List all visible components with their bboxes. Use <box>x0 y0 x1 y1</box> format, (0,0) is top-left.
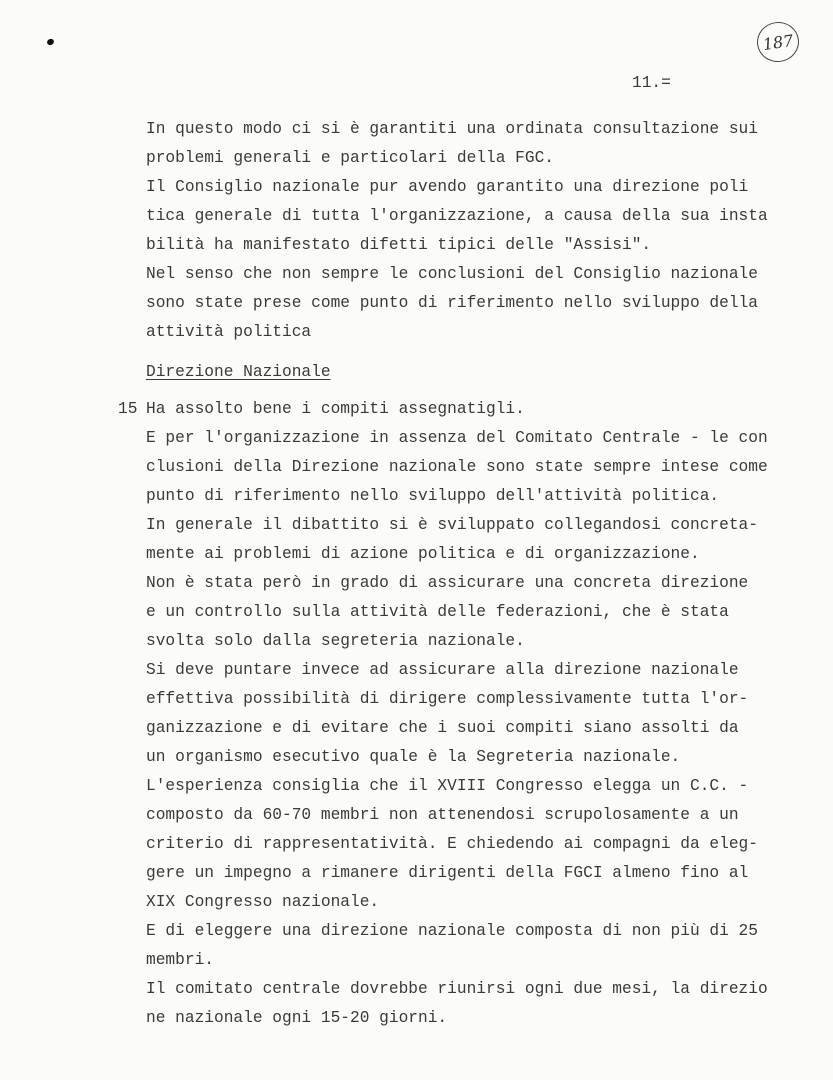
text-line: e un controllo sulla attività delle federazioni, che è stata <box>146 603 729 621</box>
text-line: Il Consiglio nazionale pur avendo garantito una direzione poli <box>146 178 749 196</box>
margin-number: 15 <box>118 400 138 418</box>
text-line: Il comitato centrale dovrebbe riunirsi ogni due mesi, la direzio <box>146 980 768 998</box>
text-line: E per l'organizzazione in assenza del Comitato Centrale - le con <box>146 429 768 447</box>
text-line: XIX Congresso nazionale. <box>146 893 380 911</box>
text-line: L'esperienza consiglia che il XVIII Congresso elegga un C.C. - <box>146 777 749 795</box>
text-line: un organismo esecutivo quale è la Segreteria nazionale. <box>146 748 681 766</box>
text-line: criterio di rappresentatività. E chiedendo ai compagni da eleg- <box>146 835 758 853</box>
text-line: sono state prese come punto di riferimento nello sviluppo della <box>146 294 758 312</box>
page-number: 11.= <box>632 74 671 92</box>
text-line: tica generale di tutta l'organizzazione, a causa della sua insta <box>146 207 768 225</box>
text-line: mente ai problemi di azione politica e di organizzazione. <box>146 545 700 563</box>
section-heading: Direzione Nazionale <box>146 363 331 381</box>
text-line: bilità ha manifestato difetti tipici delle "Assisi". <box>146 236 652 254</box>
text-line: clusioni della Direzione nazionale sono state sempre intese come <box>146 458 768 476</box>
text-line: In generale il dibattito si è sviluppato collegandosi concreta- <box>146 516 758 534</box>
text-line: In questo modo ci si è garantiti una ordinata consultazione sui <box>146 120 758 138</box>
text-line: Nel senso che non sempre le conclusioni del Consiglio nazionale <box>146 265 758 283</box>
text-line: problemi generali e particolari della FGC. <box>146 149 554 167</box>
text-line: ne nazionale ogni 15-20 giorni. <box>146 1009 448 1027</box>
text-line: E di eleggere una direzione nazionale composta di non più di 25 <box>146 922 758 940</box>
text-line: composto da 60-70 membri non attenendosi scrupolosamente a un <box>146 806 739 824</box>
text-line: membri. <box>146 951 214 969</box>
text-line: gere un impegno a rimanere dirigenti della FGCI almeno fino al <box>146 864 749 882</box>
text-line: ganizzazione e di evitare che i suoi compiti siano assolti da <box>146 719 739 737</box>
text-line: effettiva possibilità di dirigere complessivamente tutta l'or- <box>146 690 749 708</box>
text-line: Si deve puntare invece ad assicurare alla direzione nazionale <box>146 661 739 679</box>
page-stamp: 187 <box>754 19 801 64</box>
ink-mark <box>46 38 55 46</box>
text-line: Ha assolto bene i compiti assegnatigli. <box>146 400 525 418</box>
text-line: svolta solo dalla segreteria nazionale. <box>146 632 525 650</box>
text-line: punto di riferimento nello sviluppo dell'attività politica. <box>146 487 720 505</box>
text-line: Non è stata però in grado di assicurare una concreta direzione <box>146 574 749 592</box>
text-line: attività politica <box>146 323 312 341</box>
